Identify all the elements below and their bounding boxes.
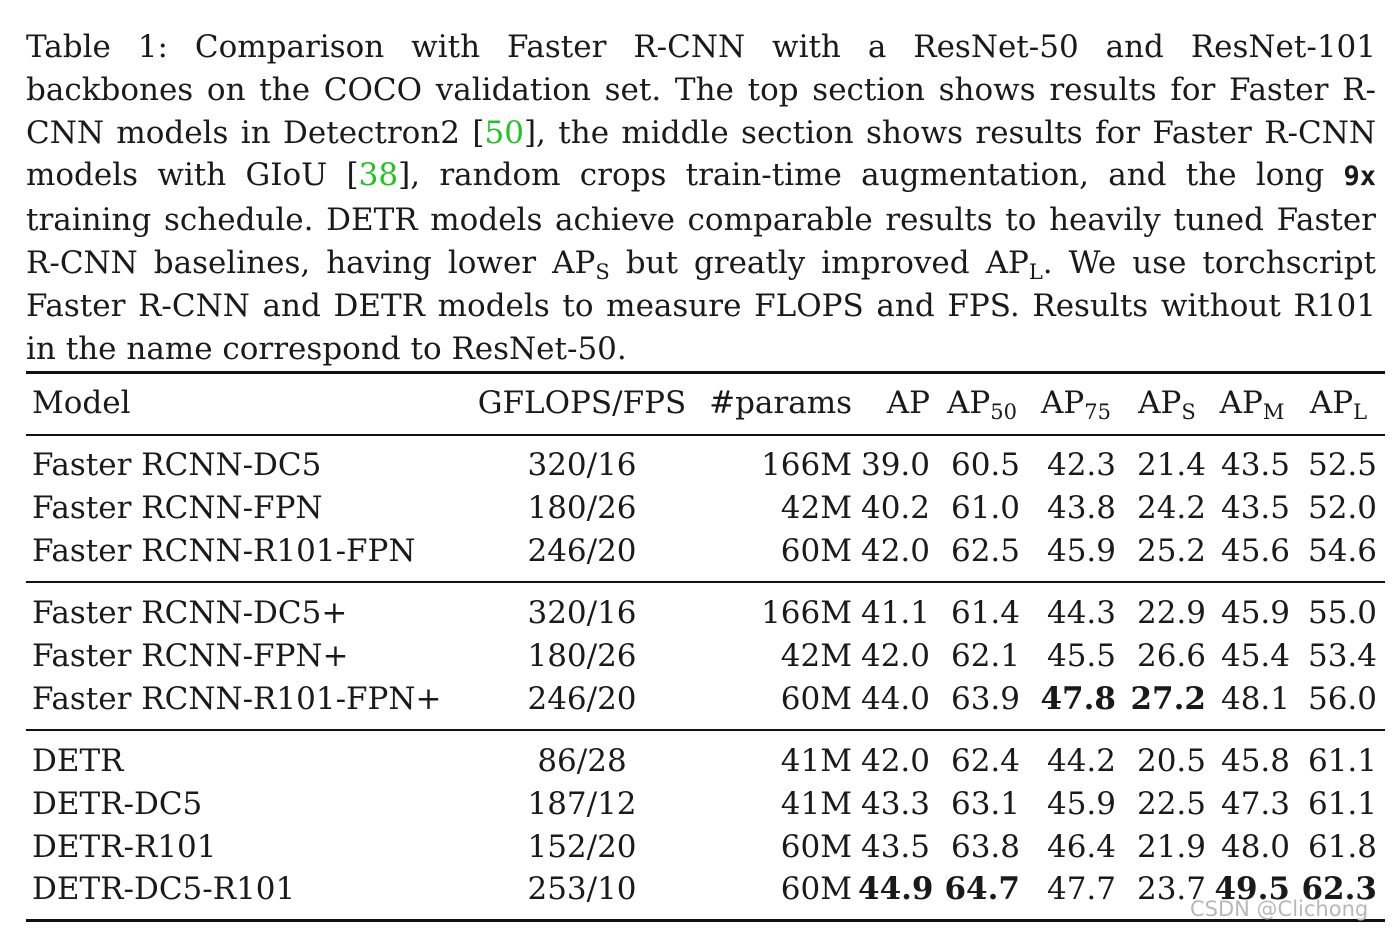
cell-gflops: 152/20 <box>527 829 637 865</box>
cell-params: 60M <box>780 681 852 717</box>
cell-ap50: 61.4 <box>950 595 1020 631</box>
cell-ap50: 62.4 <box>950 743 1020 779</box>
cell-apl: 54.6 <box>1307 533 1377 569</box>
cell-gflops: 187/12 <box>527 786 637 822</box>
cell-params: 42M <box>780 490 852 526</box>
cell-model: DETR-DC5-R101 <box>32 871 296 907</box>
cell-model: Faster RCNN-FPN <box>32 490 323 526</box>
table-bottom-rule <box>26 919 1385 922</box>
cell-params: 60M <box>780 533 852 569</box>
cell-params: 42M <box>780 638 852 674</box>
cell-aps: 21.9 <box>1136 829 1206 865</box>
cell-ap: 40.2 <box>860 490 930 526</box>
cell-model: DETR <box>32 743 124 779</box>
cell-model: Faster RCNN-R101-FPN+ <box>32 681 442 717</box>
cell-ap50: 63.9 <box>950 681 1020 717</box>
cell-ap75: 45.9 <box>1046 786 1116 822</box>
cell-ap75: 44.3 <box>1046 595 1116 631</box>
header-rule <box>26 434 1385 436</box>
table-row <box>0 530 1400 573</box>
table-row <box>0 635 1400 678</box>
cell-aps: 22.9 <box>1136 595 1206 631</box>
cell-apl: 55.0 <box>1307 595 1377 631</box>
table-row <box>0 487 1400 530</box>
code-text: 9x <box>1343 161 1377 193</box>
cell-aps: 25.2 <box>1136 533 1206 569</box>
cell-aps: 26.6 <box>1136 638 1206 674</box>
header-model: Model <box>32 385 131 421</box>
cell-params: 60M <box>780 871 852 907</box>
cell-ap75-best: 47.8 <box>1040 681 1116 717</box>
cell-ap: 39.0 <box>860 447 930 483</box>
cell-model: Faster RCNN-R101-FPN <box>32 533 416 569</box>
cell-gflops: 246/20 <box>527 681 637 717</box>
cell-model: DETR-R101 <box>32 829 217 865</box>
cell-gflops: 180/26 <box>527 490 637 526</box>
cell-apm: 45.6 <box>1220 533 1290 569</box>
cell-params: 166M <box>761 447 852 483</box>
header-aps: $AP_S$ <box>1138 385 1196 424</box>
cell-aps: 21.4 <box>1136 447 1206 483</box>
cell-ap75: 45.5 <box>1046 638 1116 674</box>
cell-apl: 53.4 <box>1307 638 1377 674</box>
cell-gflops: 320/16 <box>527 447 637 483</box>
cell-params: 60M <box>780 829 852 865</box>
header-apl: $AP_L$ <box>1309 385 1368 424</box>
cell-model: Faster RCNN-FPN+ <box>32 638 349 674</box>
cell-apl: 56.0 <box>1307 681 1377 717</box>
cell-ap50: 62.5 <box>950 533 1020 569</box>
cell-gflops: 180/26 <box>527 638 637 674</box>
cell-ap75: 44.2 <box>1046 743 1116 779</box>
cell-ap50: 63.8 <box>950 829 1020 865</box>
cell-ap50: 63.1 <box>950 786 1020 822</box>
section-rule <box>26 581 1385 583</box>
cell-aps: 24.2 <box>1136 490 1206 526</box>
cell-ap50: 60.5 <box>950 447 1020 483</box>
table-caption <box>26 26 1376 370</box>
table-row <box>0 826 1400 869</box>
header-params: #params <box>709 385 852 421</box>
cell-gflops: 253/10 <box>527 871 637 907</box>
table-top-rule <box>26 371 1385 374</box>
cell-params: 166M <box>761 595 852 631</box>
cell-params: 41M <box>780 743 852 779</box>
cell-aps-best: 27.2 <box>1130 681 1206 717</box>
cell-ap75: 45.9 <box>1046 533 1116 569</box>
cell-apl: 61.8 <box>1307 829 1377 865</box>
section-rule <box>26 729 1385 731</box>
cell-aps: 20.5 <box>1136 743 1206 779</box>
cell-apm: 43.5 <box>1220 447 1290 483</box>
cell-model: DETR-DC5 <box>32 786 203 822</box>
header-gflops-fps: GFLOPS/FPS <box>477 385 687 421</box>
cell-ap75: 47.7 <box>1046 871 1116 907</box>
cell-ap: 42.0 <box>860 743 930 779</box>
citation-link[interactable]: 50 <box>484 114 524 151</box>
cell-gflops: 246/20 <box>527 533 637 569</box>
cell-apm-best: 49.5 <box>1214 871 1290 907</box>
cell-ap: 44.0 <box>860 681 930 717</box>
cell-aps: 22.5 <box>1136 786 1206 822</box>
header-ap75: $AP_{75}$ <box>1041 385 1111 424</box>
cell-ap50: 61.0 <box>950 490 1020 526</box>
header-ap50: $AP_{50}$ <box>947 385 1017 424</box>
cell-gflops: 320/16 <box>527 595 637 631</box>
table-row <box>0 783 1400 826</box>
cell-ap: 42.0 <box>860 533 930 569</box>
table-header-row <box>0 382 1400 425</box>
cell-ap50-best: 64.7 <box>944 871 1020 907</box>
watermark-text: CSDN @Clichong <box>1190 897 1369 921</box>
cell-model: Faster RCNN-DC5+ <box>32 595 348 631</box>
cell-apl: 61.1 <box>1307 743 1377 779</box>
cell-ap75: 46.4 <box>1046 829 1116 865</box>
cell-ap: 42.0 <box>860 638 930 674</box>
cell-apl: 52.5 <box>1307 447 1377 483</box>
header-ap: AP <box>886 385 930 421</box>
citation-link[interactable]: 38 <box>358 157 399 194</box>
cell-ap75: 42.3 <box>1046 447 1116 483</box>
cell-ap75: 43.8 <box>1046 490 1116 526</box>
cell-ap50: 62.1 <box>950 638 1020 674</box>
cell-apm: 45.4 <box>1220 638 1290 674</box>
cell-ap-best: 44.9 <box>858 871 934 907</box>
table-row <box>0 678 1400 721</box>
cell-apm: 45.8 <box>1220 743 1290 779</box>
cell-apl: 61.1 <box>1307 786 1377 822</box>
table-row <box>0 592 1400 635</box>
header-apm: $AP_M$ <box>1219 385 1285 424</box>
cell-ap: 43.5 <box>860 829 930 865</box>
cell-aps: 23.7 <box>1136 871 1206 907</box>
cell-gflops: 86/28 <box>537 743 627 779</box>
cell-ap: 43.3 <box>860 786 930 822</box>
cell-apl-best: 62.3 <box>1301 871 1377 907</box>
cell-apl: 52.0 <box>1307 490 1377 526</box>
cell-apm: 45.9 <box>1220 595 1290 631</box>
cell-ap: 41.1 <box>860 595 930 631</box>
table-row <box>0 444 1400 487</box>
cell-apm: 43.5 <box>1220 490 1290 526</box>
cell-params: 41M <box>780 786 852 822</box>
cell-apm: 47.3 <box>1220 786 1290 822</box>
caption-text: Table 1: Comparison with Faster R-CNN with a ResNet-50 and ResNet-101 backbones on the COCO validation set. The top section shows results for Faster R-CNN models in Detectron2 [50], the middle section shows results for Faster R-CNN models with GIoU [38], random crops train-time augmentation, and the long 9x training schedule. DETR models achieve comparable results to heavily tuned Faster R-CNN baselines, having lower $AP_S$ but greatly improved $AP_L$. We use torchscript Faster R-CNN and DETR models to measure FLOPS and FPS. Results without R101 in the name correspond to ResNet-50. <box>26 29 1377 367</box>
cell-model: Faster RCNN-DC5 <box>32 447 322 483</box>
cell-apm: 48.0 <box>1220 829 1290 865</box>
table-row <box>0 740 1400 783</box>
cell-apm: 48.1 <box>1220 681 1290 717</box>
